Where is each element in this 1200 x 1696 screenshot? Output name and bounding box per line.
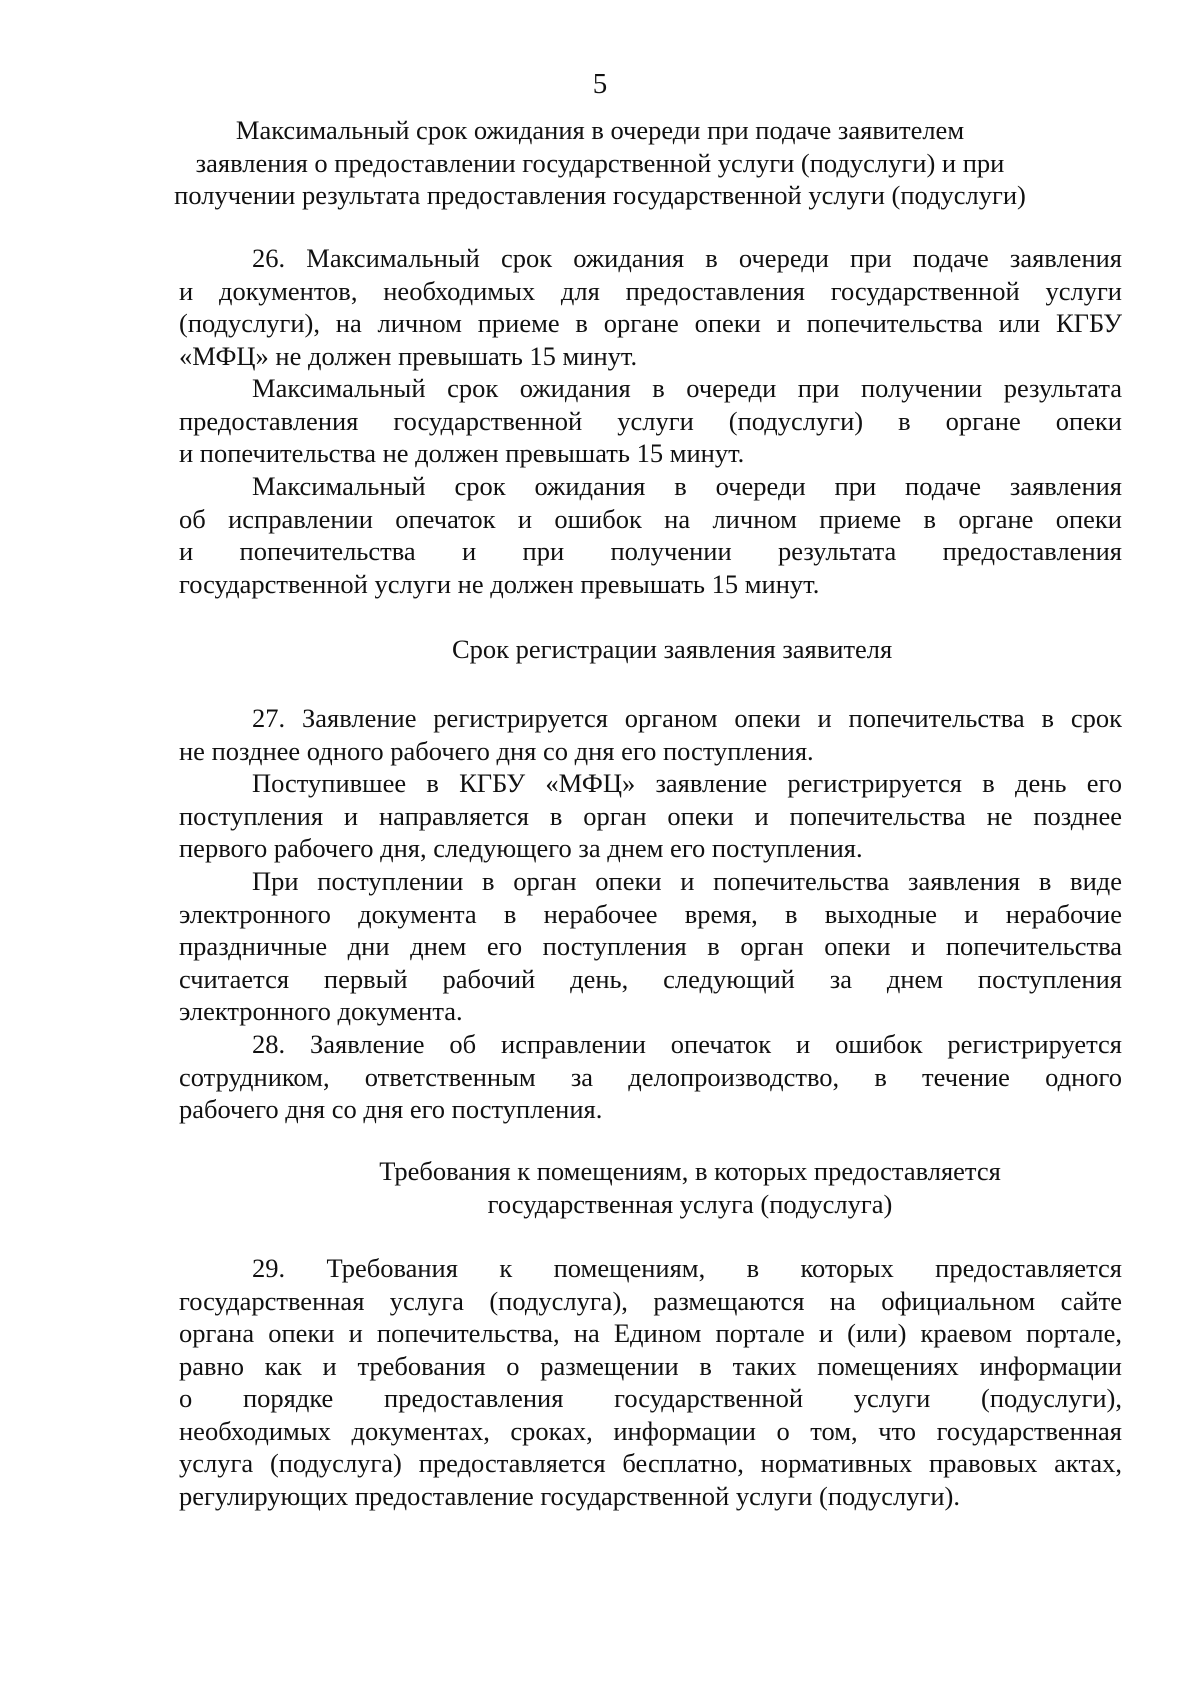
paragraph-line: об исправлении опечаток и ошибок на личном приеме в органе опеки — [179, 503, 1122, 534]
paragraph-line: регулирующих предоставление государственной услуги (подуслуги). — [179, 1480, 960, 1511]
paragraph-line: первого рабочего дня, следующего за днем его поступления. — [179, 833, 863, 863]
paragraph-line: предоставления государственной услуги (подуслуги) в органе опеки — [179, 405, 1122, 436]
paragraph-line: 26. Максимальный срок ожидания в очереди при подаче заявления — [252, 243, 1122, 273]
paragraph-26 — [179, 242, 1122, 372]
paragraph-line: и попечительства и при получении результата предоставления — [179, 536, 1122, 566]
paragraph-line: рабочего дня со дня его поступления. — [179, 1094, 603, 1124]
paragraph-line: поступления и направляется в орган опеки и попечительства не позднее — [179, 800, 1122, 831]
paragraph-line: 28. Заявление об исправлении опечаток и ошибок регистрируется — [252, 1029, 1122, 1059]
paragraph-27-electronic — [179, 865, 1122, 1028]
paragraph-28 — [179, 1028, 1122, 1126]
heading-line: Срок регистрации заявления заявителя — [452, 634, 893, 664]
paragraph-line: и попечительства не должен превышать 15 минут. — [179, 438, 745, 468]
paragraph-line: Максимальный срок ожидания в очереди при получении результата — [252, 373, 1122, 403]
heading-line: получении результата предоставления государственной услуги (подуслуги) — [174, 180, 1026, 210]
paragraph-line: и документов, необходимых для предоставления государственной услуги — [179, 275, 1122, 306]
paragraph-line: электронного документа в нерабочее время, в выходные и нерабочие — [179, 898, 1122, 929]
paragraph-line: Поступившее в КГБУ «МФЦ» заявление регистрируется в день его — [252, 768, 1122, 798]
paragraph-line: государственная услуга (подуслуга), размещаются на официальном сайте — [179, 1285, 1122, 1316]
paragraph-line: сотрудником, ответственным за делопроизводство, в течение одного — [179, 1061, 1122, 1092]
paragraph-line: необходимых документах, сроках, информации о том, что государственная — [179, 1415, 1122, 1446]
paragraph-line: праздничные дни днем его поступления в орган опеки и попечительства — [179, 931, 1122, 961]
paragraph-27-mfc — [179, 767, 1122, 865]
paragraph-27 — [179, 702, 1122, 767]
paragraph-line: 27. Заявление регистрируется органом опеки и попечительства в срок — [252, 703, 1122, 733]
heading-line: Максимальный срок ожидания в очереди при подаче заявителем — [235, 115, 965, 145]
paragraph-line: равно как и требования о размещении в таких помещениях информации — [179, 1350, 1122, 1381]
section-heading-premises-requirements — [300, 1155, 1080, 1220]
heading-line: государственная услуга (подуслуга) — [487, 1188, 893, 1219]
paragraph-line: «МФЦ» не должен превышать 15 минут. — [179, 340, 638, 371]
heading-line: заявления о предоставлении государственной услуги (подуслуги) и при — [195, 147, 1005, 178]
paragraph-line: услуга (подуслуга) предоставляется бесплатно, нормативных правовых актах, — [179, 1448, 1122, 1478]
paragraph-29 — [179, 1252, 1122, 1512]
paragraph-line: государственной услуги не должен превышать 15 минут. — [179, 568, 820, 599]
section-heading-waiting-time — [0, 114, 1200, 212]
section-heading-registration-term — [452, 633, 1012, 666]
page-number: 5 — [592, 68, 608, 100]
paragraph-26-corrections-waiting — [179, 470, 1122, 600]
paragraph-line: о порядке предоставления государственной услуги (подуслуги), — [179, 1383, 1122, 1413]
paragraph-line: 29. Требования к помещениям, в которых предоставляется — [252, 1253, 1122, 1283]
paragraph-line: (подуслуги), на личном приеме в органе опеки и попечительства или КГБУ — [179, 308, 1122, 338]
paragraph-line: не позднее одного рабочего дня со дня его поступления. — [179, 735, 814, 766]
heading-line: Требования к помещениям, в которых предоставляется — [379, 1156, 1001, 1186]
paragraph-line: При поступлении в орган опеки и попечительства заявления в виде — [252, 866, 1122, 896]
paragraph-26-result-waiting — [179, 372, 1122, 470]
paragraph-line: Максимальный срок ожидания в очереди при подаче заявления — [252, 471, 1122, 501]
paragraph-line: считается первый рабочий день, следующий за днем поступления — [179, 963, 1122, 994]
paragraph-line: органа опеки и попечительства, на Едином портале и (или) краевом портале, — [179, 1318, 1122, 1348]
paragraph-line: электронного документа. — [179, 996, 463, 1026]
